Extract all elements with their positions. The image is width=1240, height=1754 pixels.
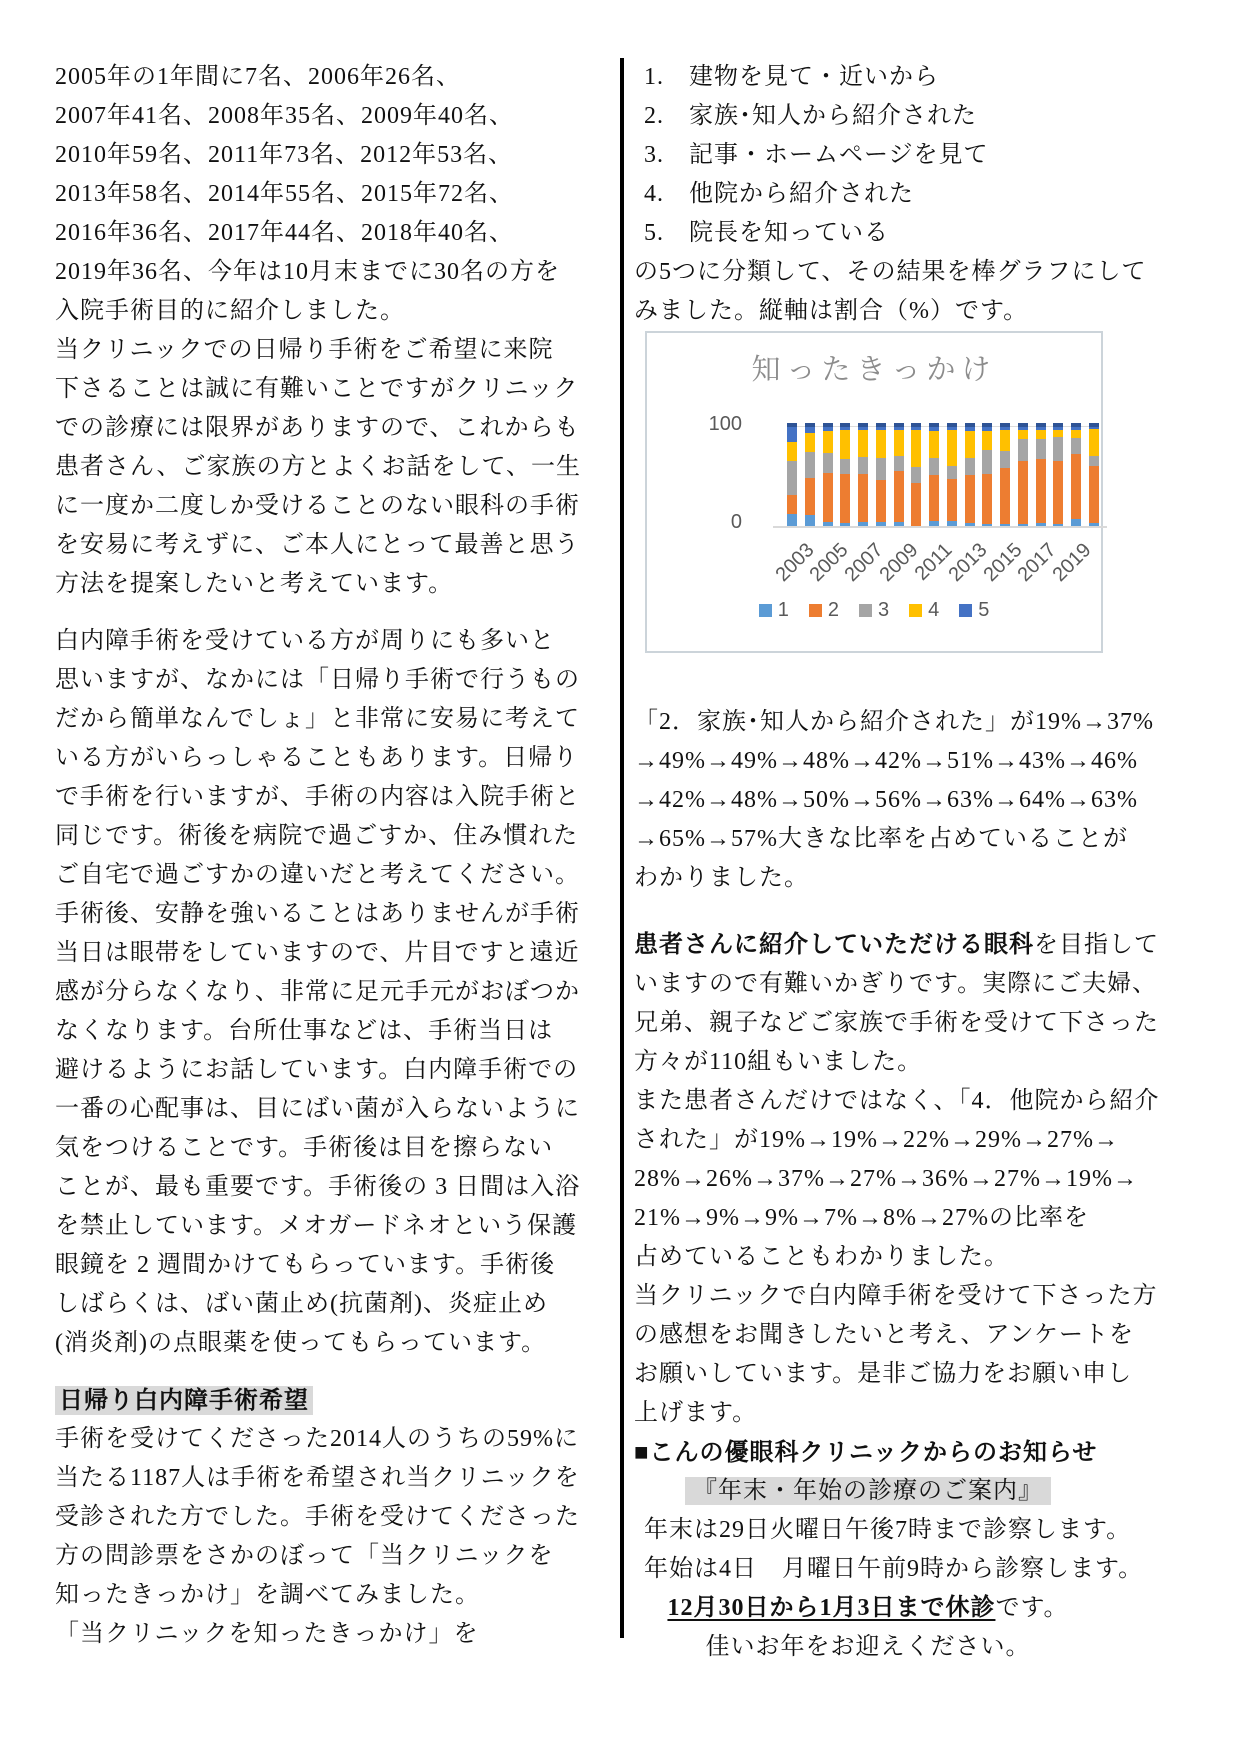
legend-swatch-icon	[759, 604, 772, 617]
paragraph-gap	[634, 898, 1102, 926]
text-line	[55, 622, 567, 661]
line-text: 2010年59名、2011年73名、2012年53名、	[55, 142, 514, 168]
legend-item-1	[759, 599, 789, 622]
right-column	[634, 58, 1160, 1667]
line-text: 年末は29日火曜日午後7時まで診察します。	[644, 1517, 1132, 1543]
text-line	[634, 1199, 1102, 1238]
line-text: 兄弟、親子などご家族で手術を受けて下さった	[634, 1010, 1159, 1036]
line-text: 日帰り白内障手術希望	[55, 1386, 313, 1415]
line-text: 28%→26%→37%→27%→36%→27%→19%→	[634, 1166, 1138, 1192]
y-axis-tick-0: 0	[730, 511, 742, 533]
text-line	[55, 817, 579, 856]
line-text: いますので有難いかぎりです。実際にご夫婦、	[634, 971, 1158, 997]
text-line	[55, 253, 567, 292]
line-text: 当クリニックで白内障手術を受けて下さった方	[634, 1283, 1158, 1309]
list-item	[634, 175, 1102, 214]
line-text: された」が19%→19%→22%→29%→27%→	[634, 1127, 1119, 1153]
line-text: を禁止しています。メオガードネオという保護	[55, 1213, 578, 1239]
text-line	[634, 926, 1159, 965]
line-text: 2016年36名、2017年44名、2018年40名、	[55, 220, 514, 246]
line-text: 下さることは誠に有難いことですがクリニック	[55, 376, 579, 402]
x-axis-label: 2019	[1048, 539, 1096, 587]
results-text	[634, 703, 1160, 1667]
line-text: 2. 家族･知人から紹介された	[644, 103, 977, 129]
line-text: 2005年の1年間に7名、2006年26名、	[55, 64, 461, 90]
legend-item-3	[859, 599, 889, 622]
referral-chart	[645, 331, 1103, 653]
left-column	[55, 58, 581, 1654]
text-line	[55, 448, 581, 487]
text-line	[634, 781, 1138, 820]
line-text: を安易に考えずに、ご本人にとって最善と思う	[55, 532, 580, 558]
line-text: 当クリニックでの日帰り手術をご希望に来院	[55, 337, 554, 363]
line-text: 方法を提案したいと考えています。	[55, 571, 454, 597]
text-line	[634, 1082, 1160, 1121]
list-item	[634, 97, 1102, 136]
underlined-bold-text: 12月30日から1月3日まで休診	[667, 1595, 996, 1621]
text-line	[634, 820, 1128, 859]
line-text: 思いますが、なかには「日帰り手術で行うもの	[55, 667, 580, 693]
text-line	[634, 1043, 1102, 1082]
line-text: で手術を行いますが、手術の内容は入院手術と	[55, 784, 580, 810]
x-axis-label: 2017	[1013, 539, 1061, 587]
text-line	[55, 487, 580, 526]
line-text: →42%→48%→50%→56%→63%→64%→63%	[634, 787, 1138, 813]
text-line	[634, 1277, 1158, 1316]
line-text: 入院手術目的に紹介しました。	[55, 298, 405, 324]
legend-swatch-icon	[859, 604, 872, 617]
line-text: 2013年58名、2014年55名、2015年72名、	[55, 181, 514, 207]
legend-swatch-icon	[809, 604, 822, 617]
text-line	[55, 661, 580, 700]
text-line	[634, 253, 1147, 292]
line-text: に一度か二度しか受けることのない眼科の手術	[55, 493, 580, 519]
legend-label: 4	[928, 599, 940, 621]
paragraph-gap	[55, 604, 567, 622]
line-text: 避けるようにお話しています。白内障手術での	[55, 1057, 579, 1083]
text-line	[55, 1012, 567, 1051]
text-line	[55, 1420, 579, 1459]
chart-legend	[647, 599, 1101, 622]
line-text: 当日は眼帯をしていますので、片目ですと遠近	[55, 940, 580, 966]
text-line	[634, 1238, 1102, 1277]
text-line	[55, 1168, 581, 1207]
text-line	[55, 1498, 580, 1537]
text-line	[55, 856, 580, 895]
line-text: また患者さんだけではなく、「4．他院から紹介	[634, 1088, 1160, 1114]
chart-title: 知ったきっかけ	[751, 354, 997, 386]
text-line	[55, 565, 567, 604]
line-text: 占めていることもわかりました。	[634, 1244, 1009, 1270]
y-axis-tick-100: 100	[708, 413, 742, 435]
legend-item-2	[809, 599, 839, 622]
text-line	[55, 370, 579, 409]
text-line	[55, 526, 580, 565]
legend-label: 2	[827, 599, 839, 621]
line-text: だから簡単なんでしょ」と非常に安易に考えて	[55, 706, 580, 732]
legend-swatch-icon	[909, 604, 922, 617]
text-line	[634, 965, 1158, 1004]
text-line	[55, 1207, 578, 1246]
text-line	[634, 742, 1138, 781]
text-line	[634, 1550, 1144, 1589]
list-item	[634, 58, 1102, 97]
text-line	[634, 1160, 1138, 1199]
line-text: →65%→57%大きな比率を占めていることが	[634, 826, 1128, 852]
line-text: 手術を受けてくださった2014人のうちの59%に	[55, 1426, 579, 1452]
text-line	[634, 1511, 1132, 1550]
line-text: ことが、最も重要です。手術後の 3 日間は入浴	[55, 1174, 581, 1200]
line-text: わかりました。	[634, 865, 809, 891]
x-axis-label: 2007	[840, 539, 888, 587]
x-axis-label: 2009	[875, 539, 923, 587]
line-text: みました。縦軸は割合（%）です。	[634, 298, 1029, 324]
text-line	[55, 58, 567, 97]
legend-label: 3	[877, 599, 890, 621]
line-text: 4. 他院から紹介された	[644, 181, 914, 207]
legend-label: 5	[978, 599, 990, 621]
legend-item-5	[959, 599, 989, 622]
line-text: 『年末・年始の診療のご案内』	[685, 1477, 1051, 1505]
line-text: 感が分らなくなり、非常に足元手元がおぼつか	[55, 979, 580, 1005]
line-text: ご自宅で過ごすかの違いだと考えてください。	[55, 862, 580, 888]
x-axis-label: 2015	[979, 539, 1027, 587]
list-item	[634, 136, 1102, 175]
text-line	[55, 175, 567, 214]
legend-swatch-icon	[959, 604, 972, 617]
referral-source-list	[634, 58, 1147, 331]
text-line	[55, 934, 580, 973]
paragraph-gap	[55, 1363, 567, 1381]
text-line	[55, 1246, 567, 1285]
text-line	[55, 331, 567, 370]
line-text: 知ったきっかけ」を調べてみました。	[55, 1582, 480, 1608]
section-heading	[55, 1381, 567, 1420]
line-text: 方の問診票をさかのぼって「当クリニックを	[55, 1543, 554, 1569]
line-text: での診療には限界がありますので、これからも	[55, 415, 580, 441]
text-line	[634, 1394, 1102, 1433]
line-text: の感想をお聞きしたいと考え、アンケートを	[634, 1322, 1134, 1348]
line-text: 1. 建物を見て・近いから	[644, 64, 939, 90]
text-line	[634, 1355, 1133, 1394]
line-text: の5つに分類して、その結果を棒グラフにして	[634, 259, 1147, 285]
line-text: 上げます。	[634, 1400, 758, 1426]
line-text: 同じです。術後を病院で過ごすか、住み慣れた	[55, 823, 579, 849]
legend-label: 1	[777, 599, 789, 621]
line-text: 手術後、安静を強いることはありませんが手術	[55, 901, 580, 927]
x-axis-label: 2003	[771, 539, 819, 587]
line-text: 5. 院長を知っている	[644, 220, 889, 246]
text-line	[55, 1459, 580, 1498]
notice-subheading	[634, 1472, 1102, 1511]
line-text: ■こんの優眼科クリニックからのお知らせ	[634, 1439, 1098, 1466]
text-line	[634, 859, 1102, 898]
text-line	[55, 778, 580, 817]
text-line	[634, 1316, 1134, 1355]
text-line	[634, 703, 1154, 742]
text-line	[55, 973, 580, 1012]
x-axis-label: 2005	[805, 539, 853, 587]
line-text: 佳いお年をお迎えください。	[705, 1634, 1031, 1660]
text-line	[634, 1004, 1159, 1043]
bold-text: 患者さんに紹介していただける眼科	[634, 932, 1034, 958]
text-line	[55, 1537, 567, 1576]
line-text: 白内障手術を受けている方が周りにも多いと	[55, 628, 555, 654]
line-text: 眼鏡を 2 週間かけてもらっています。手術後	[55, 1252, 556, 1278]
text-line	[634, 292, 1102, 331]
line-text: 当たる1187人は手術を希望され当クリニックを	[55, 1465, 580, 1491]
text-line	[55, 1285, 567, 1324]
line-text: しばらくは、ばい菌止め(抗菌剤)、炎症止め	[55, 1291, 548, 1317]
list-item	[634, 214, 1102, 253]
line-text: 一番の心配事は、目にばい菌が入らないように	[55, 1096, 580, 1122]
text-line	[55, 895, 580, 934]
text-line	[55, 97, 567, 136]
line-text: 気をつけることです。手術後は目を擦らない	[55, 1135, 554, 1161]
text-line	[55, 1129, 567, 1168]
line-text: 方々が110組もいました。	[634, 1049, 923, 1075]
text-line	[55, 700, 580, 739]
line-text: 患者さん、ご家族の方とよくお話をして、一生	[55, 454, 581, 480]
text-line	[55, 1576, 567, 1615]
line-text: 2019年36名、今年は10月末までに30名の方を	[55, 259, 560, 285]
text-line	[634, 1589, 1102, 1628]
text-line	[55, 292, 567, 331]
x-axis-label: 2011	[910, 539, 957, 585]
text-line	[55, 1051, 579, 1090]
line-text: を目指して	[1034, 932, 1159, 958]
text-line	[55, 1615, 567, 1654]
text-line	[55, 739, 579, 778]
line-text: 年始は4日 月曜日午前9時から診察します。	[644, 1556, 1144, 1582]
text-line	[55, 1090, 580, 1129]
text-line	[55, 214, 567, 253]
line-text: 21%→9%→9%→7%→8%→27%の比率を	[634, 1205, 1089, 1231]
x-axis-label: 2013	[944, 539, 992, 587]
line-text: いる方がいらっしゃることもあります。日帰り	[55, 745, 579, 771]
line-text: (消炎剤)の点眼薬を使ってもらっています。	[55, 1330, 547, 1356]
line-text: 3. 記事・ホームページを見て	[644, 142, 989, 168]
line-text: 「2．家族･知人から紹介された」が19%→37%	[634, 709, 1154, 735]
column-divider	[620, 58, 624, 1638]
text-line	[634, 1628, 1102, 1667]
line-text: 「当クリニックを知ったきっかけ」を	[55, 1621, 479, 1647]
text-line	[634, 1121, 1119, 1160]
line-text: →49%→49%→48%→42%→51%→43%→46%	[634, 748, 1138, 774]
line-text: 受診された方でした。手術を受けてくださった	[55, 1504, 580, 1530]
notice-heading	[634, 1433, 1102, 1472]
line-text: です。	[995, 1595, 1069, 1621]
text-line	[55, 409, 580, 448]
legend-item-4	[909, 599, 939, 622]
text-line	[55, 1324, 567, 1363]
text-line	[55, 136, 567, 175]
spacer	[634, 653, 1102, 703]
line-text: お願いしています。是非ご協力をお願い申し	[634, 1361, 1133, 1387]
line-text: なくなります。台所仕事などは、手術当日は	[55, 1018, 554, 1044]
line-text: 2007年41名、2008年35名、2009年40名、	[55, 103, 514, 129]
